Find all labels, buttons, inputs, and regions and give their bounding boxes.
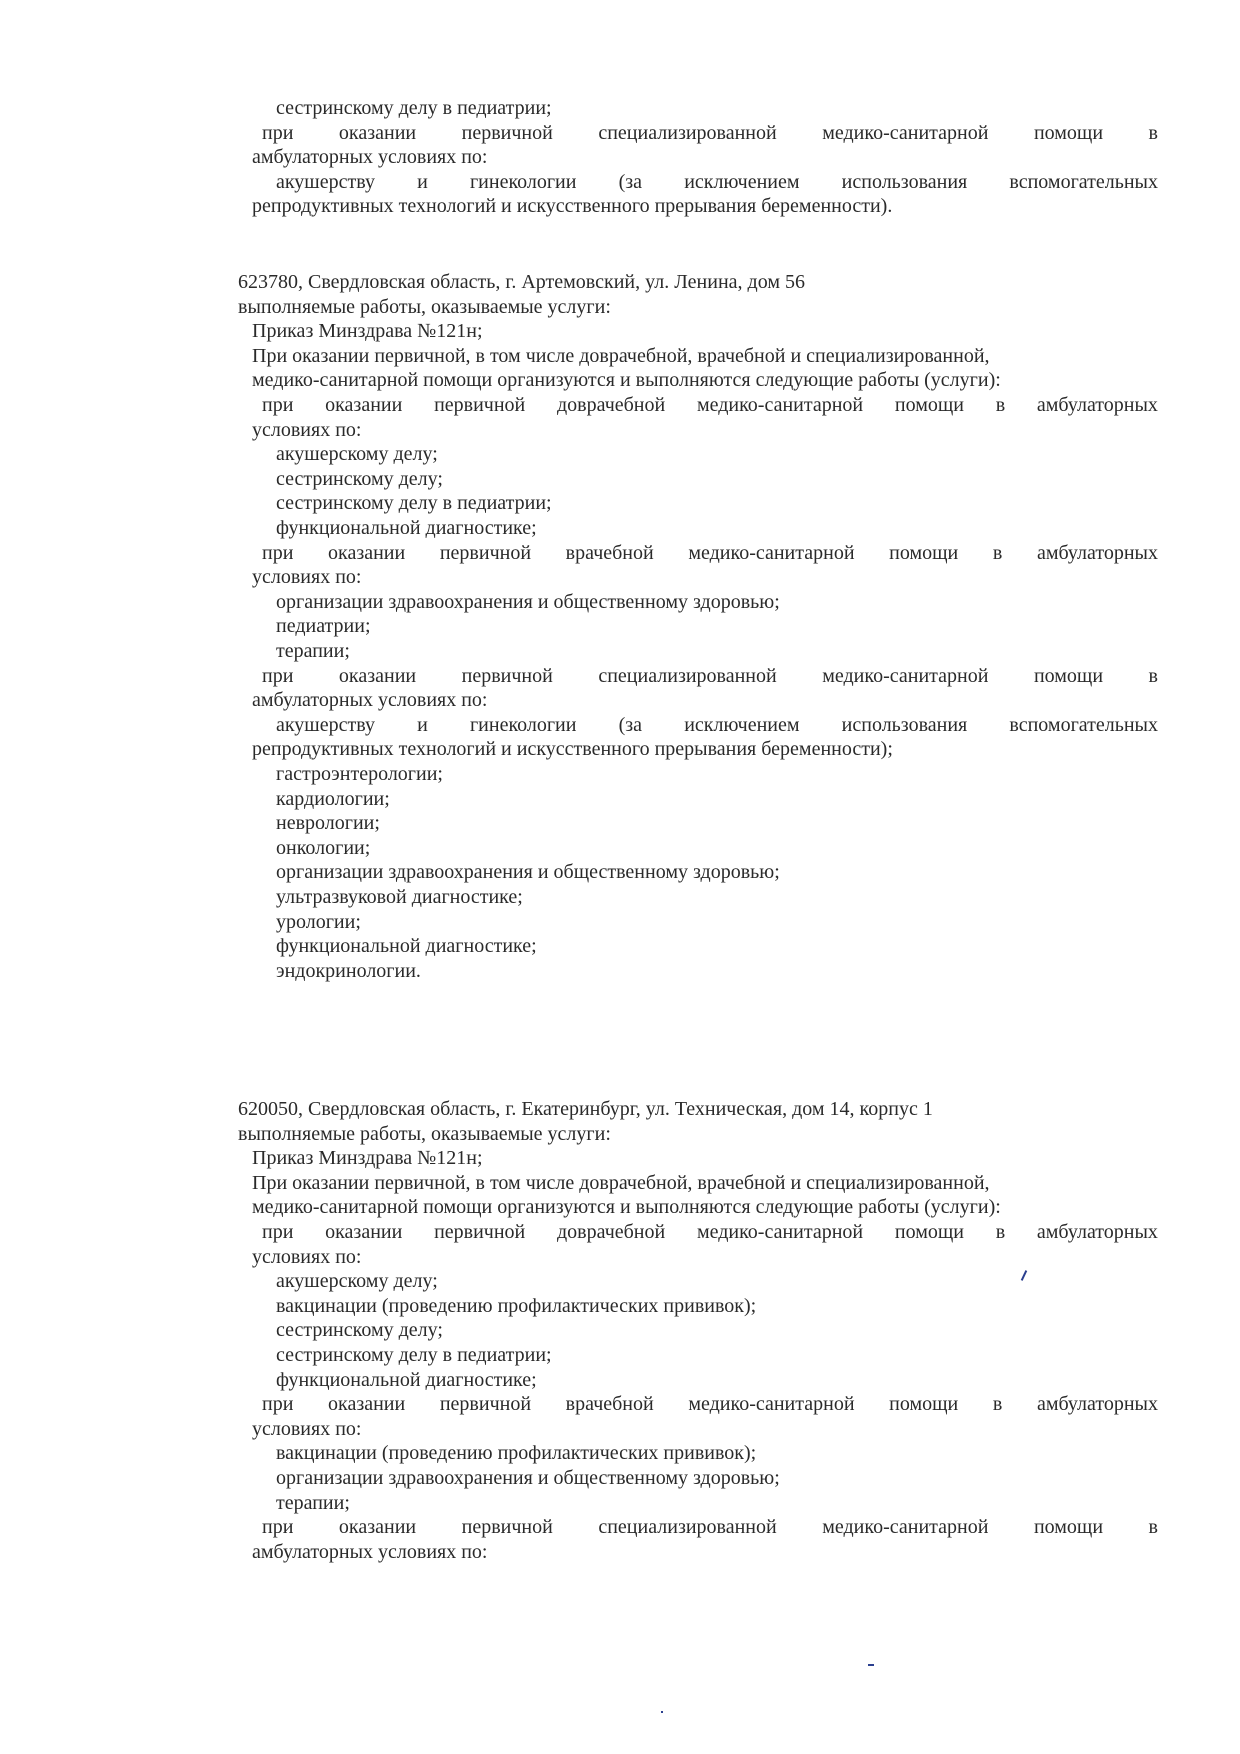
word: и	[417, 713, 428, 736]
word: амбулаторных	[1036, 1221, 1158, 1243]
list-item: сестринскому делу;	[276, 1319, 443, 1342]
word: вспомогательных	[1009, 713, 1158, 736]
list-item: урологии;	[276, 910, 361, 933]
list-item: сестринскому делу в педиатрии;	[276, 1344, 552, 1366]
works-label: выполняемые работы, оказываемые услуги:	[238, 295, 611, 318]
word: медико-санитарной	[822, 664, 989, 687]
specialized-heading	[262, 664, 1158, 689]
word: в	[1148, 664, 1158, 687]
word: врачебной	[565, 541, 654, 564]
general-statement-cont: медико-санитарной помощи организуются и выполняются следующие работы (услуги):	[252, 1196, 1001, 1219]
word: использования	[841, 170, 968, 193]
word: оказании	[338, 664, 417, 687]
list-item: ультразвуковой диагностике;	[276, 886, 523, 908]
physician-heading-cont: условиях по:	[252, 1417, 362, 1440]
list-item: сестринскому делу в педиатрии;	[276, 97, 552, 119]
list-item: педиатрии;	[276, 615, 371, 638]
specialized-heading-cont: амбулаторных условиях по:	[252, 1540, 488, 1563]
word: доврачебной	[557, 394, 666, 416]
prehospital-heading-cont: условиях по:	[252, 1245, 362, 1268]
word: оказании	[325, 394, 403, 416]
word: гинекологии	[469, 713, 577, 736]
general-statement: При оказании первичной, в том числе доврачебной, врачебной и специализированной,	[252, 1171, 990, 1194]
word: помощи	[889, 1393, 959, 1416]
word: акушерству	[276, 170, 375, 193]
word: исключением	[684, 170, 800, 193]
prehospital-heading-cont: условиях по:	[252, 418, 362, 441]
word: медико-санитарной	[822, 121, 989, 144]
prehospital-heading	[262, 393, 1158, 418]
word: амбулаторных	[1036, 541, 1158, 564]
order-reference: Приказ Минздрава №121н;	[252, 1147, 483, 1170]
word: и	[417, 170, 428, 193]
word: специализированной	[598, 121, 777, 144]
word: доврачебной	[557, 1221, 666, 1243]
word: первичной	[439, 541, 532, 564]
word: оказании	[325, 1221, 403, 1243]
word: помощи	[1033, 121, 1104, 144]
list-item: терапии;	[276, 640, 350, 662]
word: акушерству	[276, 713, 375, 736]
address: 620050, Свердловская область, г. Екатеринбург, ул. Техническая, дом 14, корпус 1	[238, 1098, 933, 1120]
list-item-cont: репродуктивных технологий и искусственного прерывания беременности);	[252, 738, 893, 761]
pen-mark	[661, 1711, 663, 1713]
general-statement-cont: медико-санитарной помощи организуются и выполняются следующие работы (услуги):	[252, 369, 1001, 392]
word: оказании	[338, 121, 417, 144]
word: первичной	[439, 1393, 532, 1416]
works-label: выполняемые работы, оказываемые услуги:	[238, 1122, 611, 1145]
word: первичной	[461, 121, 553, 144]
word: медико-санитарной	[822, 1516, 989, 1539]
word: специализированной	[598, 664, 777, 687]
word: амбулаторных	[1036, 1393, 1158, 1416]
word: при	[262, 1393, 294, 1416]
word: при	[262, 1221, 294, 1243]
section-heading	[262, 121, 1158, 146]
word: использования	[841, 713, 968, 736]
list-item: организации здравоохранения и общественному здоровью;	[276, 1467, 780, 1489]
list-item: акушерскому делу;	[276, 443, 438, 466]
list-item: организации здравоохранения и общественному здоровью;	[276, 590, 780, 613]
list-item: сестринскому делу в педиатрии;	[276, 492, 552, 515]
word: при	[262, 1516, 294, 1539]
word: помощи	[894, 1221, 964, 1243]
specialized-heading-cont: амбулаторных условиях по:	[252, 689, 488, 712]
word: вспомогательных	[1009, 170, 1158, 193]
word: специализированной	[598, 1516, 777, 1539]
list-item: организации здравоохранения и общественному здоровью;	[276, 861, 780, 884]
word: (за	[618, 713, 643, 736]
word: в	[992, 541, 1003, 564]
pen-mark	[868, 1664, 874, 1666]
word: в	[1148, 1516, 1158, 1539]
word: в	[992, 1393, 1003, 1416]
word: оказании	[328, 1393, 406, 1416]
word: помощи	[1033, 664, 1104, 687]
word: первичной	[434, 1221, 526, 1243]
section-heading-cont: амбулаторных условиях по:	[252, 146, 488, 169]
list-item-cont: репродуктивных технологий и искусственного прерывания беременности).	[252, 195, 893, 218]
word: помощи	[894, 394, 964, 416]
word: медико-санитарной	[688, 1393, 855, 1416]
word: в	[1148, 121, 1158, 144]
list-item: гастроэнтерологии;	[276, 763, 443, 785]
list-item	[276, 170, 1158, 195]
word: помощи	[1033, 1516, 1104, 1539]
list-item: онкологии;	[276, 836, 371, 859]
word: первичной	[461, 664, 553, 687]
list-item: эндокринологии.	[276, 959, 421, 982]
word: при	[262, 664, 294, 687]
word: оказании	[338, 1516, 417, 1539]
list-item	[276, 713, 1158, 738]
word: при	[262, 394, 294, 416]
physician-heading	[262, 541, 1158, 566]
word: оказании	[328, 541, 406, 564]
physician-heading	[262, 1392, 1158, 1417]
list-item: функциональной диагностике;	[276, 935, 537, 958]
list-item: неврологии;	[276, 812, 380, 835]
word: (за	[618, 170, 643, 193]
order-reference: Приказ Минздрава №121н;	[252, 320, 483, 343]
word: врачебной	[565, 1393, 654, 1416]
word: в	[995, 1221, 1006, 1243]
word: медико-санитарной	[696, 1221, 864, 1243]
word: при	[262, 541, 294, 564]
word: при	[262, 121, 294, 144]
general-statement: При оказании первичной, в том числе доврачебной, врачебной и специализированной,	[252, 344, 990, 367]
word: медико-санитарной	[688, 541, 855, 564]
list-item: акушерскому делу;	[276, 1270, 438, 1293]
word: помощи	[889, 541, 959, 564]
list-item: функциональной диагностике;	[276, 1368, 537, 1391]
word: в	[995, 394, 1006, 416]
prehospital-heading	[262, 1220, 1158, 1245]
list-item: сестринскому делу;	[276, 467, 443, 490]
word: амбулаторных	[1036, 394, 1158, 416]
list-item: терапии;	[276, 1491, 350, 1514]
word: медико-санитарной	[696, 394, 864, 416]
specialized-heading	[262, 1515, 1158, 1540]
physician-heading-cont: условиях по:	[252, 566, 362, 589]
word: первичной	[434, 394, 526, 416]
list-item: функциональной диагностике;	[276, 517, 537, 539]
pen-mark	[1021, 1270, 1027, 1281]
word: гинекологии	[469, 170, 577, 193]
word: исключением	[684, 713, 800, 736]
list-item: вакцинации (проведению профилактических прививок);	[276, 1442, 757, 1465]
list-item: вакцинации (проведению профилактических прививок);	[276, 1294, 757, 1317]
list-item: кардиологии;	[276, 787, 390, 810]
word: первичной	[461, 1516, 553, 1539]
address: 623780, Свердловская область, г. Артемовский, ул. Ленина, дом 56	[238, 271, 805, 293]
